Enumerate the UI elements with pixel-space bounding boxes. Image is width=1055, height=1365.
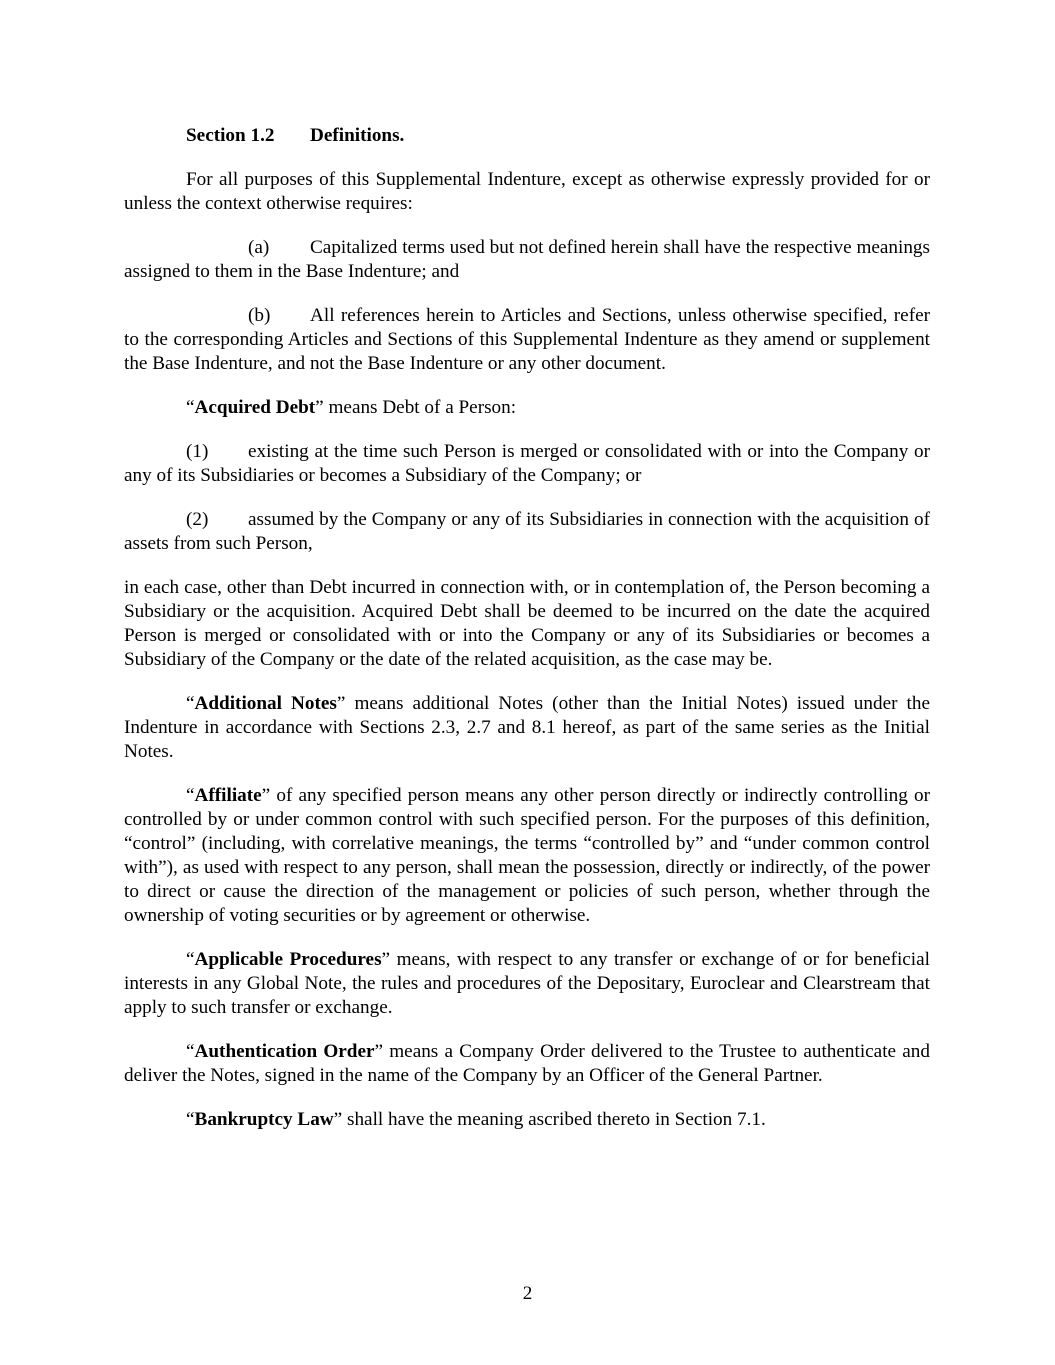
clause-label: (a) bbox=[248, 237, 270, 258]
definition-text: shall have the meaning ascribed thereto in Section 7.1. bbox=[342, 1109, 766, 1130]
defined-term: Affiliate bbox=[194, 785, 262, 806]
definition-text: means Debt of a Person: bbox=[323, 397, 517, 418]
page-number: 2 bbox=[522, 1283, 533, 1304]
item-text: existing at the time such Person is merged or consolidated with or into the Company or any of its Subsidiaries or becomes a Subsidiary of the Company; or bbox=[124, 441, 930, 486]
section-number: Section 1.2 bbox=[186, 125, 275, 146]
definition-text: means additional Notes (other than the Initial Notes) issued under the Indenture in accordance with Sections 2.3, 2.7 and 8.1 hereof, as part of the same series as the Initial Notes. bbox=[124, 693, 931, 762]
clause-b bbox=[124, 304, 930, 376]
definition-text: of any specified person means any other person directly or indirectly controlling or controlled by or under common control with such specified person. For the purposes of this definition, “control” (including, with correlative meanings, the terms “controlled by” and “under common control with”), as used with respect to any person, shall mean the possession, directly or indirectly, of the power to direct or cause the direction of the management or policies of such person, whether through the ownership of voting securities or by agreement or otherwise. bbox=[124, 785, 930, 926]
clause-text: All references herein to Articles and Sections, unless otherwise specified, refer to the corresponding Articles and Sections of this Supplemental Indenture as they amend or supplement the Base Indenture, and not the Base Indenture or any other document. bbox=[124, 305, 930, 374]
definition-acquired-debt: “Acquired Debt” means Debt of a Person: bbox=[186, 397, 517, 418]
section-heading bbox=[124, 124, 930, 148]
defined-term: Acquired Debt bbox=[194, 397, 316, 418]
definition-text: means, with respect to any transfer or exchange of or for beneficial interests in any Global Note, the rules and procedures of the Depositary, Euroclear and Clearstream that apply to such transfer or exchange. bbox=[124, 949, 930, 1018]
clause-label: (b) bbox=[248, 305, 271, 326]
defined-term: Bankruptcy Law bbox=[194, 1109, 334, 1130]
defined-term: Applicable Procedures bbox=[194, 949, 382, 970]
definition-affiliate: “Affiliate” of any specified person means any other person directly or indirectly controlling or controlled by or under common control with such specified person. For the purposes of this definition, “control” (including, with correlative meanings, the terms “controlled by” and “under common control with”), as used with respect to any person, shall mean the possession, directly or indirectly, of the power to direct or cause the direction of the management or policies of such person, whether through the ownership of voting securities or by agreement or otherwise. bbox=[124, 785, 930, 926]
clause-text: Capitalized terms used but not defined herein shall have the respective meanings assigned to them in the Base Indenture; and bbox=[124, 237, 930, 282]
acquired-debt-tail: in each case, other than Debt incurred in connection with, or in contemplation of, the Person becoming a Subsidiary or the acquisition. Acquired Debt shall be deemed to be incurred on the date the acquired Person is merged or consolidated with or into the Company or any of its Subsidiaries or becomes a Subsidiary of the Company or the date of the related acquisition, as the case may be. bbox=[124, 577, 930, 670]
document-page bbox=[124, 124, 930, 1152]
item-text: assumed by the Company or any of its Subsidiaries in connection with the acquisition of assets from such Person, bbox=[124, 509, 930, 554]
defined-term: Additional Notes bbox=[194, 693, 337, 714]
clause-a bbox=[124, 236, 930, 284]
intro-paragraph: For all purposes of this Supplemental Indenture, except as otherwise expressly provided for or unless the context otherwise requires: bbox=[124, 169, 930, 214]
definition-text: means a Company Order delivered to the Trustee to authenticate and deliver the Notes, signed in the name of the Company by an Officer of the General Partner. bbox=[124, 1041, 930, 1086]
section-title: Definitions. bbox=[310, 125, 405, 146]
defined-term: Authentication Order bbox=[194, 1041, 375, 1062]
acquired-debt-item-2 bbox=[124, 508, 930, 556]
definition-applicable-procedures: “Applicable Procedures” means, with respect to any transfer or exchange of or for beneficial interests in any Global Note, the rules and procedures of the Depositary, Euroclear and Clearstream that apply to such transfer or exchange. bbox=[124, 949, 930, 1018]
definition-bankruptcy-law: “Bankruptcy Law” shall have the meaning ascribed thereto in Section 7.1. bbox=[186, 1109, 766, 1130]
item-label: (2) bbox=[186, 509, 209, 530]
definition-authentication-order: “Authentication Order” means a Company Order delivered to the Trustee to authenticate and deliver the Notes, signed in the name of the Company by an Officer of the General Partner. bbox=[124, 1041, 930, 1086]
item-label: (1) bbox=[186, 441, 209, 462]
definition-additional-notes: “Additional Notes” means additional Notes (other than the Initial Notes) issued under the Indenture in accordance with Sections 2.3, 2.7 and 8.1 hereof, as part of the same series as the Initial Notes. bbox=[124, 693, 931, 762]
acquired-debt-item-1 bbox=[124, 440, 930, 488]
